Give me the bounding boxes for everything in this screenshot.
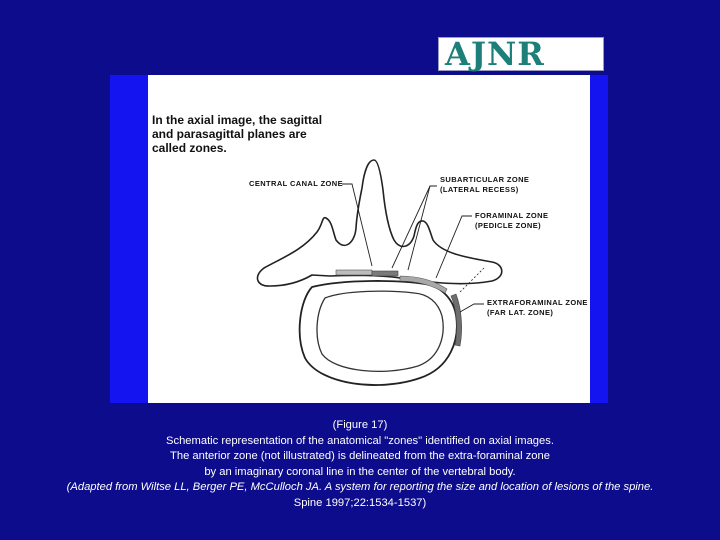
vertebral-body	[300, 281, 457, 385]
subarticular-zone-hatch	[372, 271, 398, 276]
label-foraminal-line-1: FORAMINAL ZONE	[475, 211, 549, 220]
logo-text: AJNR	[445, 35, 545, 73]
extraforaminal-leader	[460, 304, 484, 312]
label-subarticular-line-1: SUBARTICULAR ZONE	[440, 175, 530, 184]
label-extraforaminal-line-2: (FAR LAT. ZONE)	[487, 308, 554, 317]
caption-line-3: The anterior zone (not illustrated) is delineated from the extra-foraminal zone	[170, 450, 550, 463]
caption-line-2: Schematic representation of the anatomical "zones" identified on axial images.	[166, 434, 554, 447]
caption-figure-number: (Figure 17)	[332, 419, 388, 431]
caption-reference-end: Spine 1997;22:1534-1537)	[293, 496, 427, 509]
label-subarticular-zone	[440, 175, 529, 195]
label-extraforaminal-zone	[487, 298, 588, 318]
intro-line-1: In the axial image, the sagittal	[152, 113, 323, 127]
caption-line-4: by an imaginary coronal line in the center of the vertebral body.	[204, 465, 516, 478]
label-foraminal-line-2: (PEDICLE ZONE)	[475, 221, 542, 230]
intro-line-2: and parasagittal planes are	[152, 127, 307, 141]
label-foraminal-zone	[475, 211, 548, 231]
label-central-canal-zone: CENTRAL CANAL ZONE	[249, 179, 344, 188]
intro-line-3-prefix: called	[152, 141, 190, 155]
intro-line-3-bold: zones.	[189, 141, 227, 155]
central-canal-zone-hatch	[336, 270, 372, 275]
caption-reference: (Adapted from Wiltse LL, Berger PE, McCulloch JA. A system for reporting the size and location of lesions of the spine.	[66, 481, 654, 494]
figure-caption	[0, 418, 720, 512]
label-extraforaminal-line-1: EXTRAFORAMINAL ZONE	[487, 298, 588, 307]
label-subarticular-line-2: (LATERAL RECESS)	[440, 185, 519, 194]
